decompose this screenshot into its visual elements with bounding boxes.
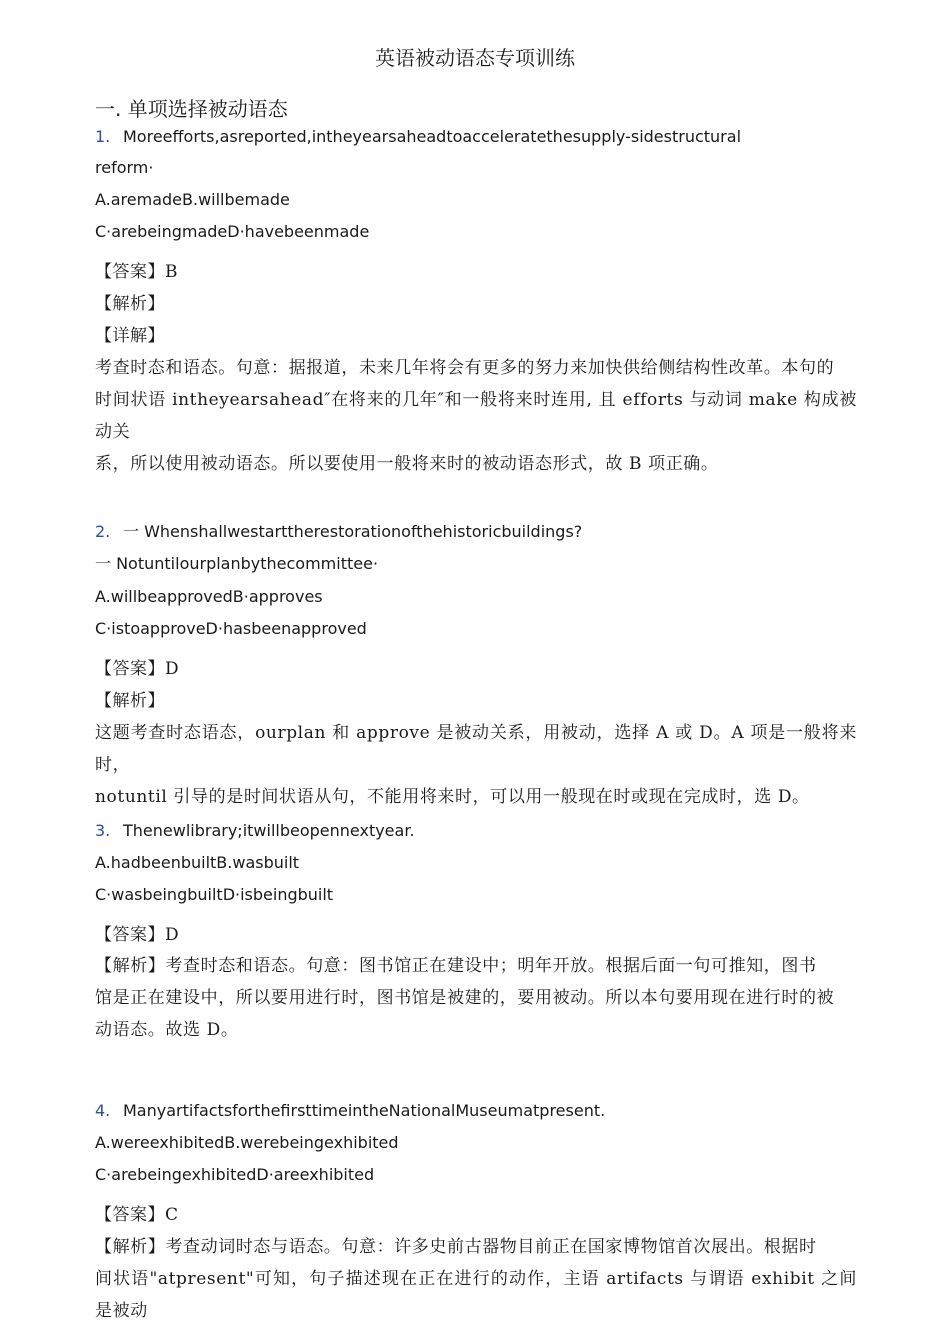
section-heading: 一. 单项选择被动语态 (95, 97, 288, 121)
question-1-explanation (95, 352, 857, 480)
explanation-line: 考查时态和语态。句意：据报道，未来几年将会有更多的努力来加快供给侧结构性改革。本句的 (95, 358, 835, 378)
question-3-answer: 【答案】D (95, 925, 180, 945)
question-3-options-ab: A.hadbeenbuiltB.wasbuilt (95, 853, 300, 872)
question-number: 4. (95, 1101, 111, 1120)
question-1-detail-label: 【详解】 (95, 326, 165, 346)
document-title: 英语被动语态专项训练 (375, 46, 575, 70)
question-4-options-ab: A.wereexhibitedB.werebeingexhibited (95, 1133, 399, 1152)
question-1-analysis-label: 【解析】 (95, 294, 165, 314)
question-4-explanation (95, 1231, 857, 1327)
explanation-line: 系，所以使用被动语态。所以要使用一般将来时的被动语态形式，故 B 项正确。 (95, 454, 719, 474)
question-3-stem (95, 820, 415, 842)
question-3-options-cd: C·wasbeingbuiltD·isbeingbuilt (95, 885, 334, 904)
question-1-stem-cont: reform· (95, 158, 154, 177)
question-text: ManyartifactsforthefirsttimeintheNationalMuseumatpresent. (123, 1101, 606, 1120)
question-2-analysis-label: 【解析】 (95, 691, 165, 711)
question-2-answer: 【答案】D (95, 659, 180, 679)
question-2-options-ab: A.willbeapprovedB·approves (95, 587, 323, 606)
explanation-line: 间状语"atpresent"可知，句子描述现在正在进行的动作，主语 artifacts 与谓语 exhibit 之间是被动 (95, 1269, 857, 1321)
question-1-options-cd: C·arebeingmadeD·havebeenmade (95, 222, 370, 241)
question-number: 1. (95, 127, 111, 146)
question-number: 3. (95, 821, 111, 840)
question-2-options-cd: C·istoapproveD·hasbeenapproved (95, 619, 367, 638)
question-4-stem (95, 1100, 605, 1122)
question-2-explanation (95, 717, 857, 813)
question-1-stem (95, 126, 741, 148)
explanation-line: 【解析】考查动词时态与语态。句意：许多史前古器物目前正在国家博物馆首次展出。根据时 (95, 1237, 817, 1257)
question-text: Moreefforts,asreported,intheyearsaheadtoacceleratethesupply-sidestructural (123, 127, 742, 146)
explanation-line: 【解析】考查时态和语态。句意：图书馆正在建设中；明年开放。根据后面一句可推知，图书 (95, 956, 817, 976)
question-2-stem (95, 521, 582, 543)
explanation-line: 动语态。故选 D。 (95, 1020, 239, 1040)
question-text: 一 Whenshallwestarttherestorationofthehistoricbuildings? (123, 522, 583, 541)
question-4-options-cd: C·arebeingexhibitedD·areexhibited (95, 1165, 375, 1184)
question-3-explanation (95, 950, 857, 1046)
question-4-answer: 【答案】C (95, 1205, 179, 1225)
question-2-stem-cont: 一 Notuntilourplanbythecommittee· (95, 554, 379, 573)
question-text: Thenewlibrary;itwillbeopennextyear. (123, 821, 415, 840)
question-1-options-ab: A.aremadeB.willbemade (95, 190, 290, 209)
question-1-answer: 【答案】B (95, 262, 178, 282)
explanation-line: 这题考查时态语态，ourplan 和 approve 是被动关系，用被动，选择 A 或 D。A 项是一般将来时， (95, 723, 857, 775)
explanation-line: 馆是正在建设中，所以要用进行时，图书馆是被建的，要用被动。所以本句要用现在进行时的被 (95, 988, 835, 1008)
explanation-line: 时间状语 intheyearsahead″在将来的几年″和一般将来时连用, 且 efforts 与动词 make 构成被动关 (95, 390, 857, 442)
question-number: 2. (95, 522, 111, 541)
explanation-line: notuntil 引导的是时间状语从句，不能用将来时，可以用一般现在时或现在完成时，选 D。 (95, 787, 810, 807)
